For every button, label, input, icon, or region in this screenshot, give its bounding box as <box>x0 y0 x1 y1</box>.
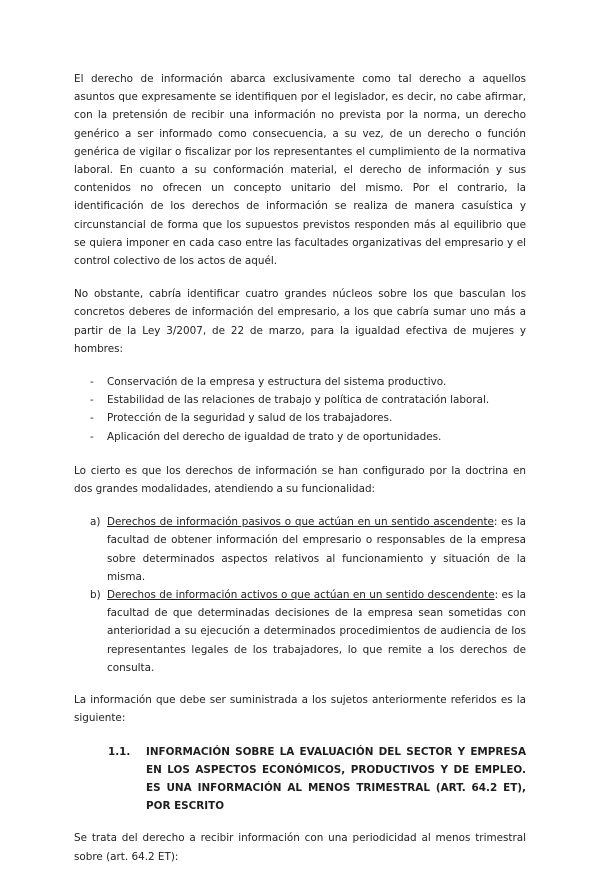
modality-text: : es la facultad de obtener información del empresario o responsables de la empresa sobre determinados aspectos relativos al funcionamiento y situación de la misma. <box>107 516 526 583</box>
list-item-text: Estabilidad de las relaciones de trabajo y política de contratación laboral. <box>107 394 490 407</box>
dash-marker: - <box>90 394 94 407</box>
list-item <box>74 391 526 409</box>
list-item-text: Conservación de la empresa y estructura del sistema productivo. <box>107 376 447 389</box>
paragraph-two-modalities: Lo cierto es que los derechos de información se han configurado por la doctrina en dos grandes modalidades, atendiendo a su funcionalidad: <box>74 464 526 496</box>
list-item <box>74 373 526 391</box>
dash-list <box>74 373 526 446</box>
dash-marker: - <box>90 412 94 425</box>
section-number: 1.1. <box>108 745 131 758</box>
modality-item-passive <box>74 513 526 586</box>
paragraph-four-cores: No obstante, cabría identificar cuatro grandes núcleos sobre los que basculan los concretos deberes de información del empresario, a los que cabría sumar uno más a partir de la Ley 3/2007, de 22 de marzo, para la igualdad efectiva de mujeres y hombres: <box>74 288 526 355</box>
list-item-text: Aplicación del derecho de igualdad de trato y de oportunidades. <box>107 430 442 443</box>
list-item <box>74 428 526 446</box>
paragraph-information-to-supply: La información que debe ser suministrada a los sujetos anteriormente referidos es la siguiente: <box>74 694 526 725</box>
modality-text: : es la facultad de que determinadas decisiones de la empresa sean sometidas con anterioridad a su ejecución a determinados procedimientos de audiencia de los representantes legales de los trabajadores, lo que remite a los derechos de consulta. <box>107 589 526 674</box>
modality-title: Derechos de información activos o que actúan en un sentido descendente <box>107 589 495 602</box>
modality-title: Derechos de información pasivos o que actúan en un sentido ascendente <box>107 516 494 529</box>
section-title: INFORMACIÓN SOBRE LA EVALUACIÓN DEL SECTOR Y EMPRESA EN LOS ASPECTOS ECONÓMICOS, PRODUCTIVOS Y DE EMPLEO. ES UNA INFORMACIÓN AL MENOS TRIMESTRAL (ART. 64.2 ET), POR ESCRITO <box>146 745 526 813</box>
dash-marker: - <box>90 430 94 443</box>
paragraph-information-scope: El derecho de información abarca exclusivamente como tal derecho a aquellos asuntos que expresamente se identifiquen por el legislador, es decir, no cabe afirmar, con la pretensión de recibir una información no prevista por la norma, un derecho genérico a ser informado como consecuencia, a su vez, de un derecho o función genérica de vigilar o fiscalizar por los representantes el cumplimiento de la normativa laboral. En cuanto a su conformación material, el derecho de información y sus contenidos no ofrecen un concepto unitario del mismo. Por el contrario, la identificación de los derechos de información se realiza de manera casuística y circunstancial de forma que los supuestos previstos responden más al equilibrio que se quiera imponer en cada caso entre las facultades organizativas del empresario y el control colectivo de los actos de aquél. <box>74 73 526 268</box>
paragraph-quarterly-info: Se trata del derecho a recibir información con una periodicidad al menos trimestral sobre (art. 64.2 ET): <box>74 832 526 863</box>
list-marker: b) <box>90 589 101 602</box>
dash-marker: - <box>90 376 94 389</box>
modalities-list <box>74 513 526 677</box>
document-page <box>74 70 526 881</box>
section-heading <box>74 743 526 816</box>
list-marker: a) <box>90 516 101 529</box>
list-item-text: Protección de la seguridad y salud de los trabajadores. <box>107 412 393 425</box>
list-item <box>74 409 526 427</box>
modality-item-active <box>74 586 526 677</box>
